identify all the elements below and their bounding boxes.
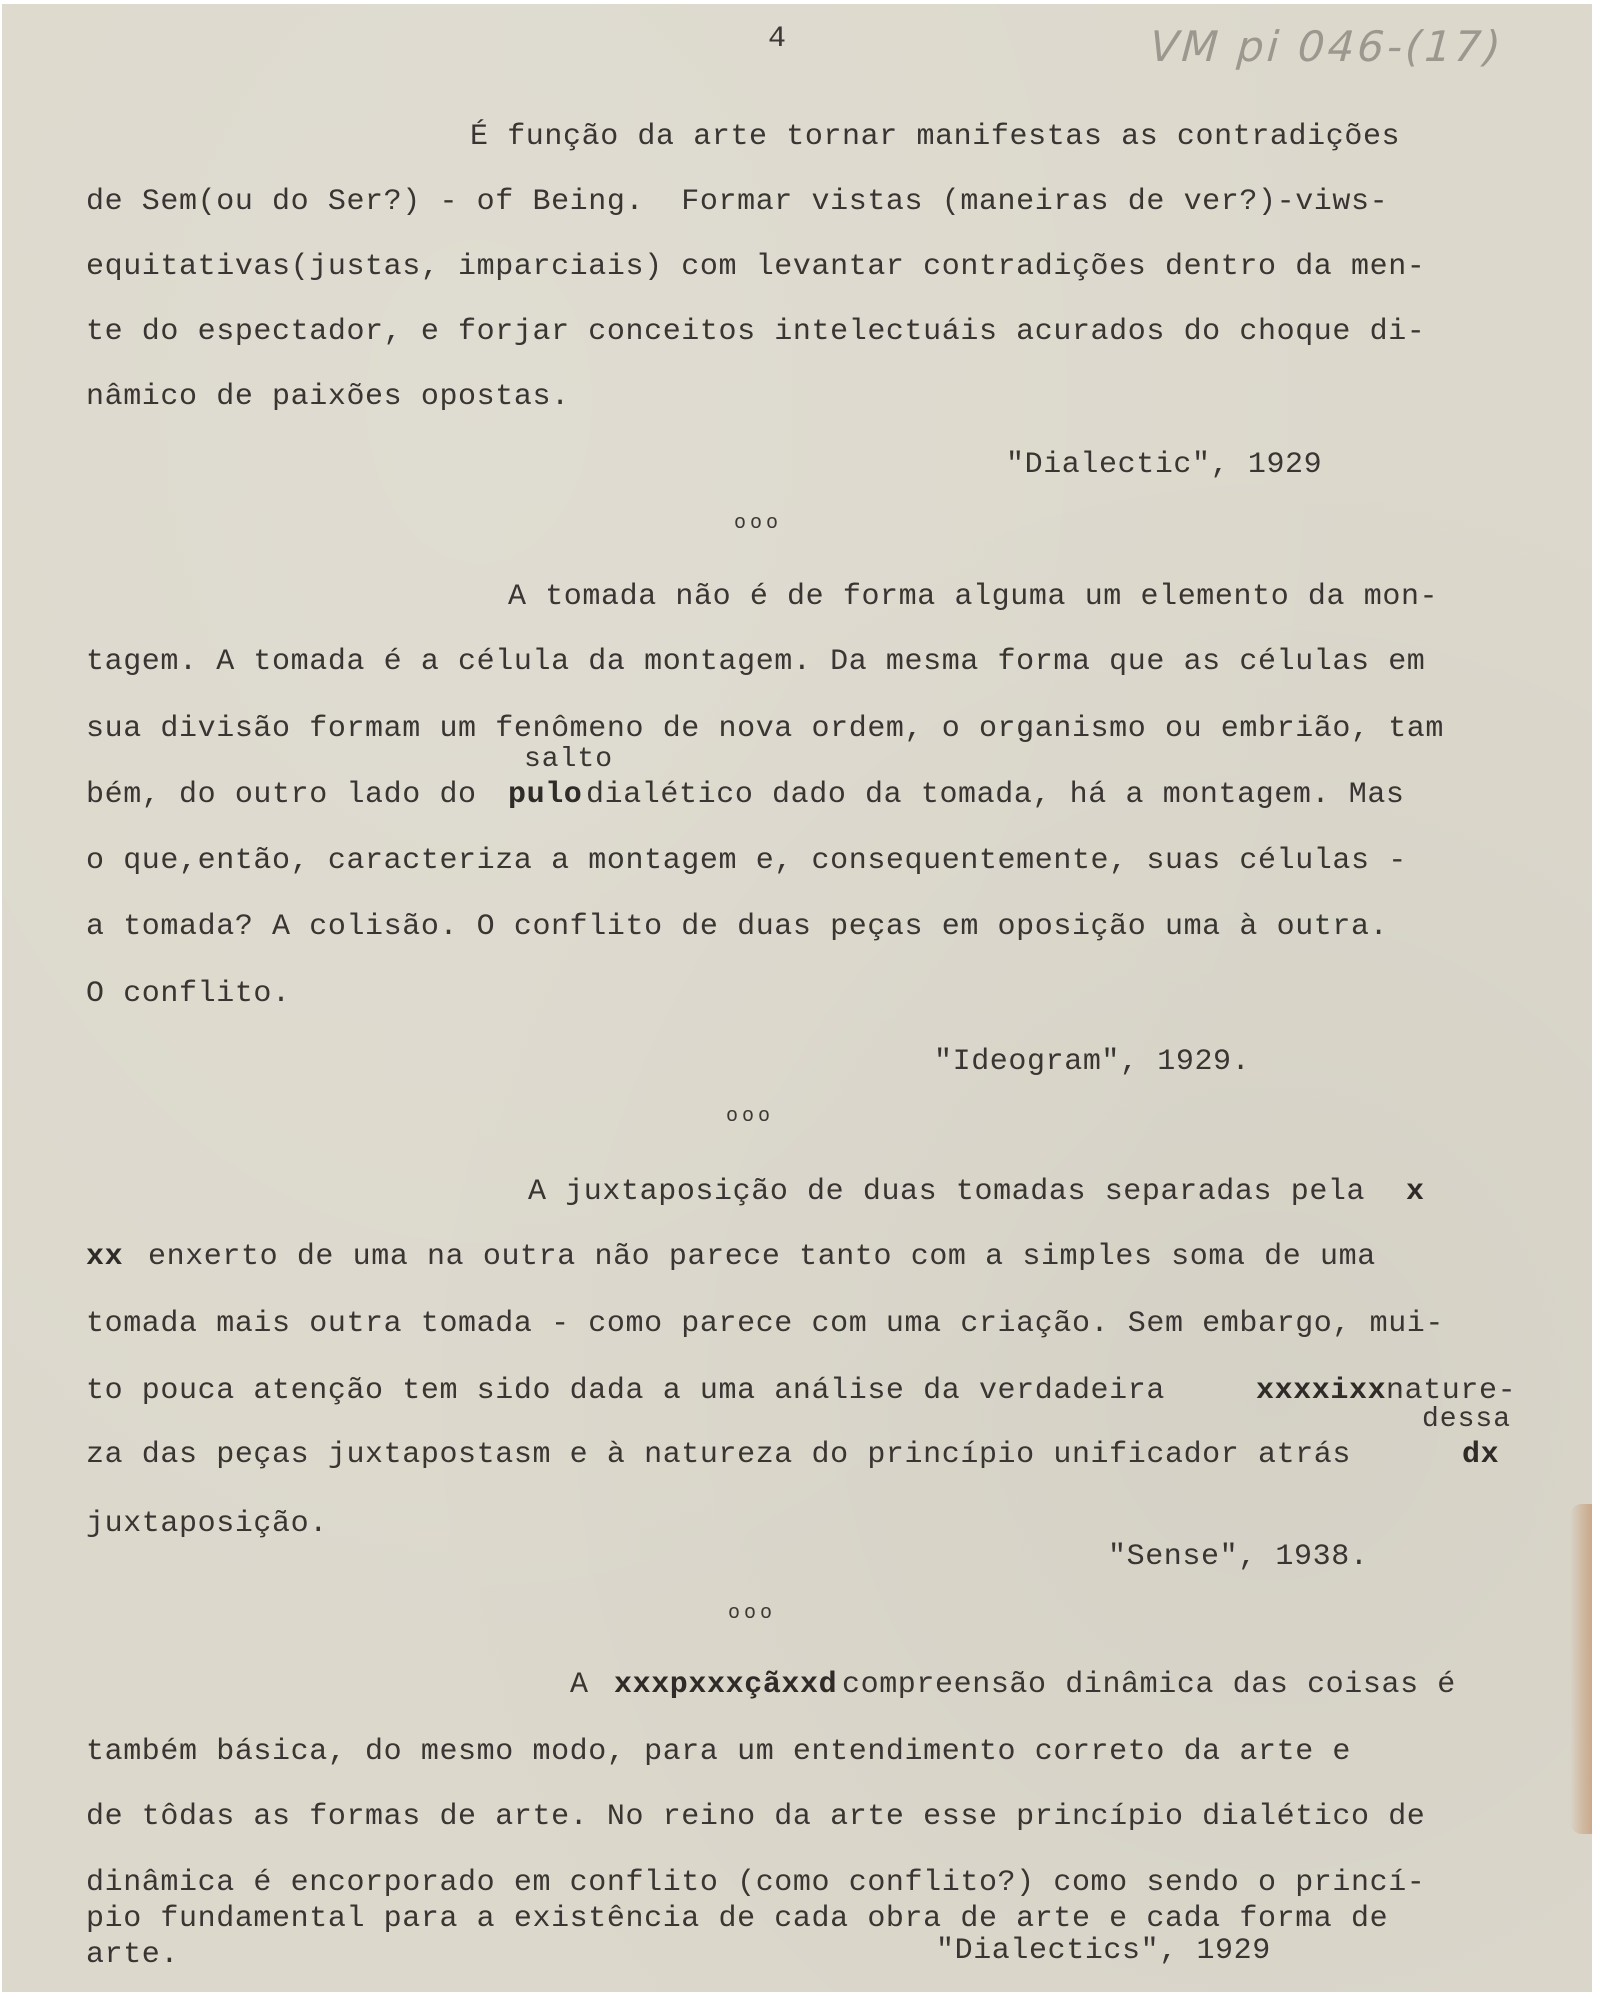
struck-word: xxxpxxxçãxxd (614, 1668, 838, 1702)
text-line: dinâmica é encorporado em conflito (como conflito?) como sendo o princí- (86, 1866, 1426, 1900)
struck-word: xxxxixx (1256, 1374, 1387, 1408)
text-line: de tôdas as formas de arte. No reino da arte esse princípio dialético de (86, 1800, 1426, 1834)
citation: "Dialectics", 1929 (936, 1934, 1271, 1968)
text-line: A juxtaposição de duas tomadas separadas pela (528, 1175, 1366, 1209)
section-separator: ooo (734, 512, 783, 535)
typewritten-page (2, 4, 1592, 1992)
text-line: tomada mais outra tomada - como parece com uma criação. Sem embargo, mui- (86, 1307, 1445, 1341)
page-number: 4 (768, 22, 787, 56)
text-line: compreensão dinâmica das coisas é (842, 1668, 1456, 1702)
text-line: A (570, 1668, 589, 1702)
inserted-word: salto (524, 744, 614, 775)
struck-word: x (1406, 1175, 1425, 1209)
text-line: O conflito. (86, 977, 291, 1011)
text-line: to pouca atenção tem sido dada a uma análise da verdadeira (86, 1374, 1165, 1408)
text-line: A tomada não é de forma alguma um elemento da mon- (508, 580, 1439, 614)
text-line: É função da arte tornar manifestas as contradições (470, 120, 1401, 154)
struck-word: pulo (508, 778, 583, 812)
citation: "Dialectic", 1929 (1006, 448, 1323, 482)
citation: "Sense", 1938. (1108, 1540, 1369, 1574)
text-line: bém, do outro lado do (86, 778, 477, 812)
text-line: a tomada? A colisão. O conflito de duas peças em oposição uma à outra. (86, 910, 1389, 944)
text-line: pio fundamental para a existência de cada obra de arte e cada forma de (86, 1902, 1389, 1936)
text-line: de Sem(ou do Ser?) - of Being. Formar vistas (maneiras de ver?)-viws- (86, 185, 1389, 219)
paper-stain (1570, 1504, 1592, 1834)
struck-word: dx (1462, 1438, 1500, 1472)
text-line: o que,então, caracteriza a montagem e, consequentemente, suas células - (86, 844, 1407, 878)
text-line: tagem. A tomada é a célula da montagem. Da mesma forma que as células em (86, 645, 1426, 679)
text-line: juxtaposição. (86, 1507, 328, 1541)
text-line: te do espectador, e forjar conceitos intelectuáis acurados do choque di- (86, 315, 1426, 349)
text-line: nature- (1386, 1374, 1517, 1408)
text-line: dialético dado da tomada, há a montagem. Mas (586, 778, 1405, 812)
inserted-word: dessa (1422, 1404, 1512, 1435)
text-line: za das peças juxtapostasm e à natureza do princípio unificador atrás (86, 1438, 1351, 1472)
text-line: sua divisão formam um fenômeno de nova ordem, o organismo ou embrião, tam (86, 712, 1445, 746)
text-line: nâmico de paixões opostas. (86, 380, 570, 414)
section-separator: ooo (728, 1602, 777, 1625)
text-line: arte. (86, 1938, 180, 1972)
text-line: equitativas(justas, imparciais) com levantar contradições dentro da men- (86, 250, 1426, 284)
citation: "Ideogram", 1929. (934, 1045, 1251, 1079)
archive-annotation: VM pi 046-(17) (1148, 22, 1506, 71)
section-separator: ooo (726, 1105, 775, 1128)
text-line: enxerto de uma na outra não parece tanto com a simples soma de uma (148, 1240, 1376, 1274)
text-line: também básica, do mesmo modo, para um entendimento correto da arte e (86, 1735, 1351, 1769)
struck-word: xx (86, 1240, 124, 1274)
